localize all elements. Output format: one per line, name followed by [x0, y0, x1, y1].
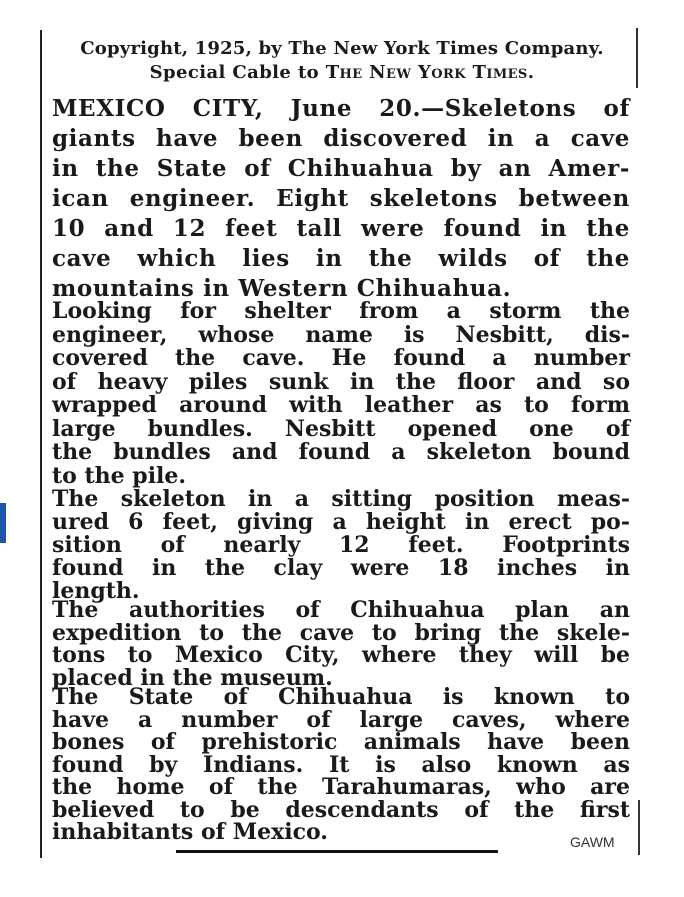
copyright-line: Copyright, 1925, by The New York Times Company. [80, 38, 604, 59]
paragraph-line: engineer, whose name is Nesbitt, dis- [52, 321, 630, 348]
paragraph-line: tons to Mexico City, where they will be [52, 642, 630, 668]
paragraph-line: Looking for shelter from a storm the [52, 298, 630, 324]
paragraph-line: covered the cave. He found a number [52, 345, 630, 371]
paragraph-line: sition of nearly 12 feet. Footprints [52, 532, 630, 558]
article-paragraph-5 [52, 686, 630, 844]
paragraph-line: of heavy piles sunk in the floor and so [52, 368, 630, 395]
article-paragraph-1 [52, 94, 630, 304]
paragraph-line: giants have been discovered in a cave [52, 125, 630, 152]
paragraph-line: cave which lies in the wilds of the [52, 245, 630, 272]
paragraph-line: The State of Chihuahua is known to [52, 684, 630, 710]
dateline-source [42, 60, 642, 86]
paragraph-line: ican engineer. Eight skeletons between [52, 185, 630, 212]
paragraph-line: length. [52, 578, 140, 604]
paragraph-line: have a number of large caves, where [52, 706, 630, 733]
paragraph-line: placed in the museum. [52, 664, 333, 691]
paragraph-line: ured 6 feet, giving a height in erect po- [52, 509, 630, 535]
paragraph-line: bones of prehistoric animals have been [52, 729, 630, 755]
column-rule-left [40, 30, 42, 858]
paragraph-line: found by Indians. It is also known as [52, 751, 630, 778]
paragraph-line: mountains in Western Chihuahua. [52, 275, 512, 302]
paragraph-line: in the State of Chihuahua by an Amer- [52, 155, 630, 182]
edge-marker [0, 503, 6, 543]
paragraph-line: the home of the Tarahumaras, who are [52, 774, 630, 800]
paragraph-line: 10 and 12 feet tall were found in the [52, 215, 630, 242]
article-paragraph-4 [52, 599, 630, 689]
paragraph-line: expedition to the cave to bring the skele- [52, 619, 630, 646]
article-paragraph-3 [52, 488, 630, 603]
paragraph-line: wrapped around with leather as to form [52, 392, 630, 418]
paragraph-line: The skeleton in a sitting position meas- [52, 486, 630, 512]
end-of-article-rule [176, 850, 498, 853]
paragraph-line: large bundles. Nesbitt opened one of [52, 415, 630, 442]
special-cable-prefix: Special Cable to [149, 62, 326, 83]
article-paragraph-2 [52, 300, 630, 488]
watermark-label: GAWM [570, 834, 615, 850]
paragraph-line: believed to be descendants of the first [52, 796, 630, 823]
paragraph-line: MEXICO CITY, June 20.—Skeletons of [52, 95, 630, 122]
paragraph-line: inhabitants of Mexico. [52, 819, 328, 845]
paragraph-line: found in the clay were 18 inches in [52, 555, 630, 581]
paragraph-line: The authorities of Chihuahua plan an [52, 597, 630, 623]
newspaper-name: The New York Times. [325, 62, 535, 83]
column-rule-right-bottom [638, 800, 640, 855]
paragraph-line: the bundles and found a skeleton bound [52, 439, 630, 465]
paragraph-line: to the pile. [52, 462, 187, 489]
